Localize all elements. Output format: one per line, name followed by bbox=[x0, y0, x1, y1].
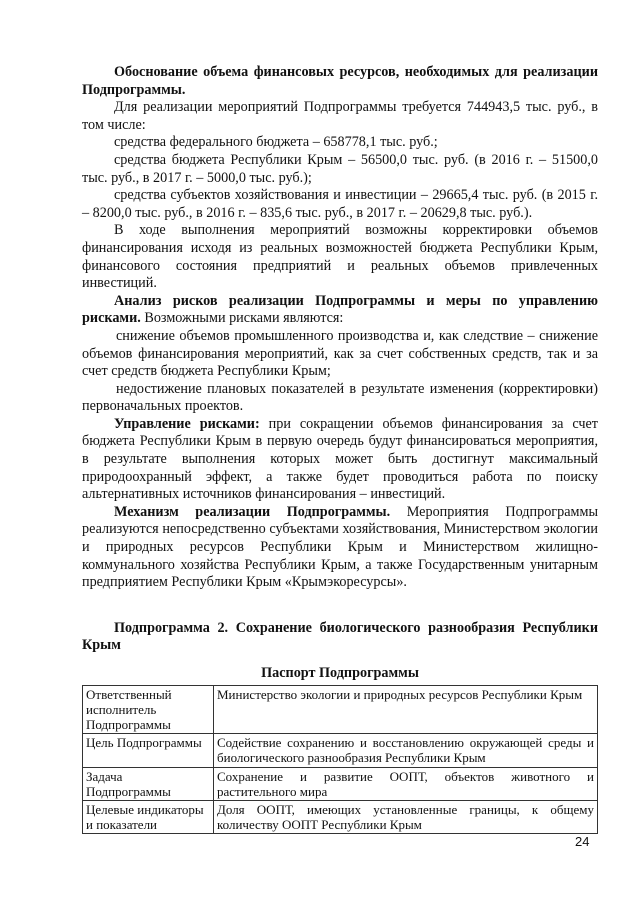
risk-item-2: недостижение плановых показателей в результате изменения (корректировки) первоначальных проектов. bbox=[82, 380, 598, 415]
risks-heading: Анализ рисков реализации Подпрограммы и меры по управлению рисками. bbox=[82, 292, 598, 327]
risk-management-paragraph bbox=[82, 416, 598, 504]
financing-heading: Обоснование объема финансовых ресурсов, необходимых для реализации Подпрограммы. bbox=[82, 64, 598, 98]
risk-item-1: снижение объемов промышленного производства и, как следствие – снижение объемов финансирования мероприятий, как за счет собственных средств, так и за счет средств бюджета Республики Крым; bbox=[82, 327, 598, 380]
table-cell-label: Ответственный исполнитель Подпрограммы bbox=[83, 685, 214, 734]
financing-total-paragraph: Для реализации мероприятий Подпрограммы требуется 744943,5 тыс. руб., в том числе: bbox=[82, 99, 598, 133]
table-cell-label: Целевые индикаторы и показатели bbox=[83, 801, 214, 834]
table-row bbox=[83, 734, 598, 767]
mechanism-text: Мероприятия Подпрограммы реализуются непосредственно субъектами хозяйствования, Министерством экологии и природных ресурсов Республики Крым и Министерством жилищно-коммунального хозяйства Республики Крым, а также Государственным унитарным предприятием Республики Крым «Крымэкоресурсы». bbox=[82, 503, 598, 591]
risk-management-heading: Управление рисками: bbox=[114, 415, 260, 432]
table-cell-label: Цель Подпрограммы bbox=[83, 734, 214, 767]
passport-title: Паспорт Подпрограммы bbox=[261, 665, 419, 681]
table-row bbox=[83, 801, 598, 834]
table-cell-value: Доля ООПТ, имеющих установленные границы, к общему количеству ООПТ Республики Крым bbox=[214, 801, 598, 834]
subprogram-2-title: Подпрограмма 2. Сохранение биологического разнообразия Республики Крым bbox=[82, 619, 598, 654]
mechanism-paragraph bbox=[82, 504, 598, 592]
table-row bbox=[83, 685, 598, 734]
adjustments-paragraph: В ходе выполнения мероприятий возможны корректировки объемов финансирования исходя из реальных возможностей бюджета Республики Крым, финансового состояния предприятий и реальных объемов привлеченных инвестиций. bbox=[82, 222, 598, 292]
risks-intro: Возможными рисками являются: bbox=[140, 310, 344, 327]
mechanism-heading: Механизм реализации Подпрограммы. bbox=[114, 503, 391, 520]
table-cell-value: Министерство экологии и природных ресурсов Республики Крым bbox=[214, 685, 598, 734]
page-content bbox=[82, 64, 598, 834]
federal-budget-paragraph: средства федерального бюджета – 658778,1 тыс. руб.; bbox=[114, 134, 438, 151]
passport-table bbox=[82, 685, 598, 835]
risk-management-text: при сокращении объемов финансирования за счет бюджета Республики Крым в первую очередь будут финансироваться мероприятия, в результате выполнения которых может быть достигнут максимальный природоохранный эффект, а также будет проводиться работа по поиску альтернативных источников финансирования – инвестиций. bbox=[82, 415, 599, 503]
crimea-budget-paragraph: средства бюджета Республики Крым – 56500,0 тыс. руб. (в 2016 г. – 51500,0 тыс. руб., в 2017 г. – 5000,0 тыс. руб.); bbox=[82, 151, 598, 186]
page-number: 24 bbox=[575, 834, 590, 849]
table-cell-value: Содействие сохранению и восстановлению окружающей среды и биологического разнообразия Республики Крым bbox=[214, 734, 598, 767]
table-cell-label: Задача Подпрограммы bbox=[83, 767, 214, 800]
table-cell-value: Сохранение и развитие ООПТ, объектов животного и растительного мира bbox=[214, 767, 598, 800]
table-row bbox=[83, 767, 598, 800]
section-spacer bbox=[82, 592, 598, 620]
risks-paragraph bbox=[82, 293, 598, 328]
investments-paragraph: средства субъектов хозяйствования и инвестиции – 29665,4 тыс. руб. (в 2015 г. – 8200,0 тыс. руб., в 2016 г. – 835,6 тыс. руб., в 2017 г. – 20629,8 тыс. руб.). bbox=[82, 187, 598, 221]
